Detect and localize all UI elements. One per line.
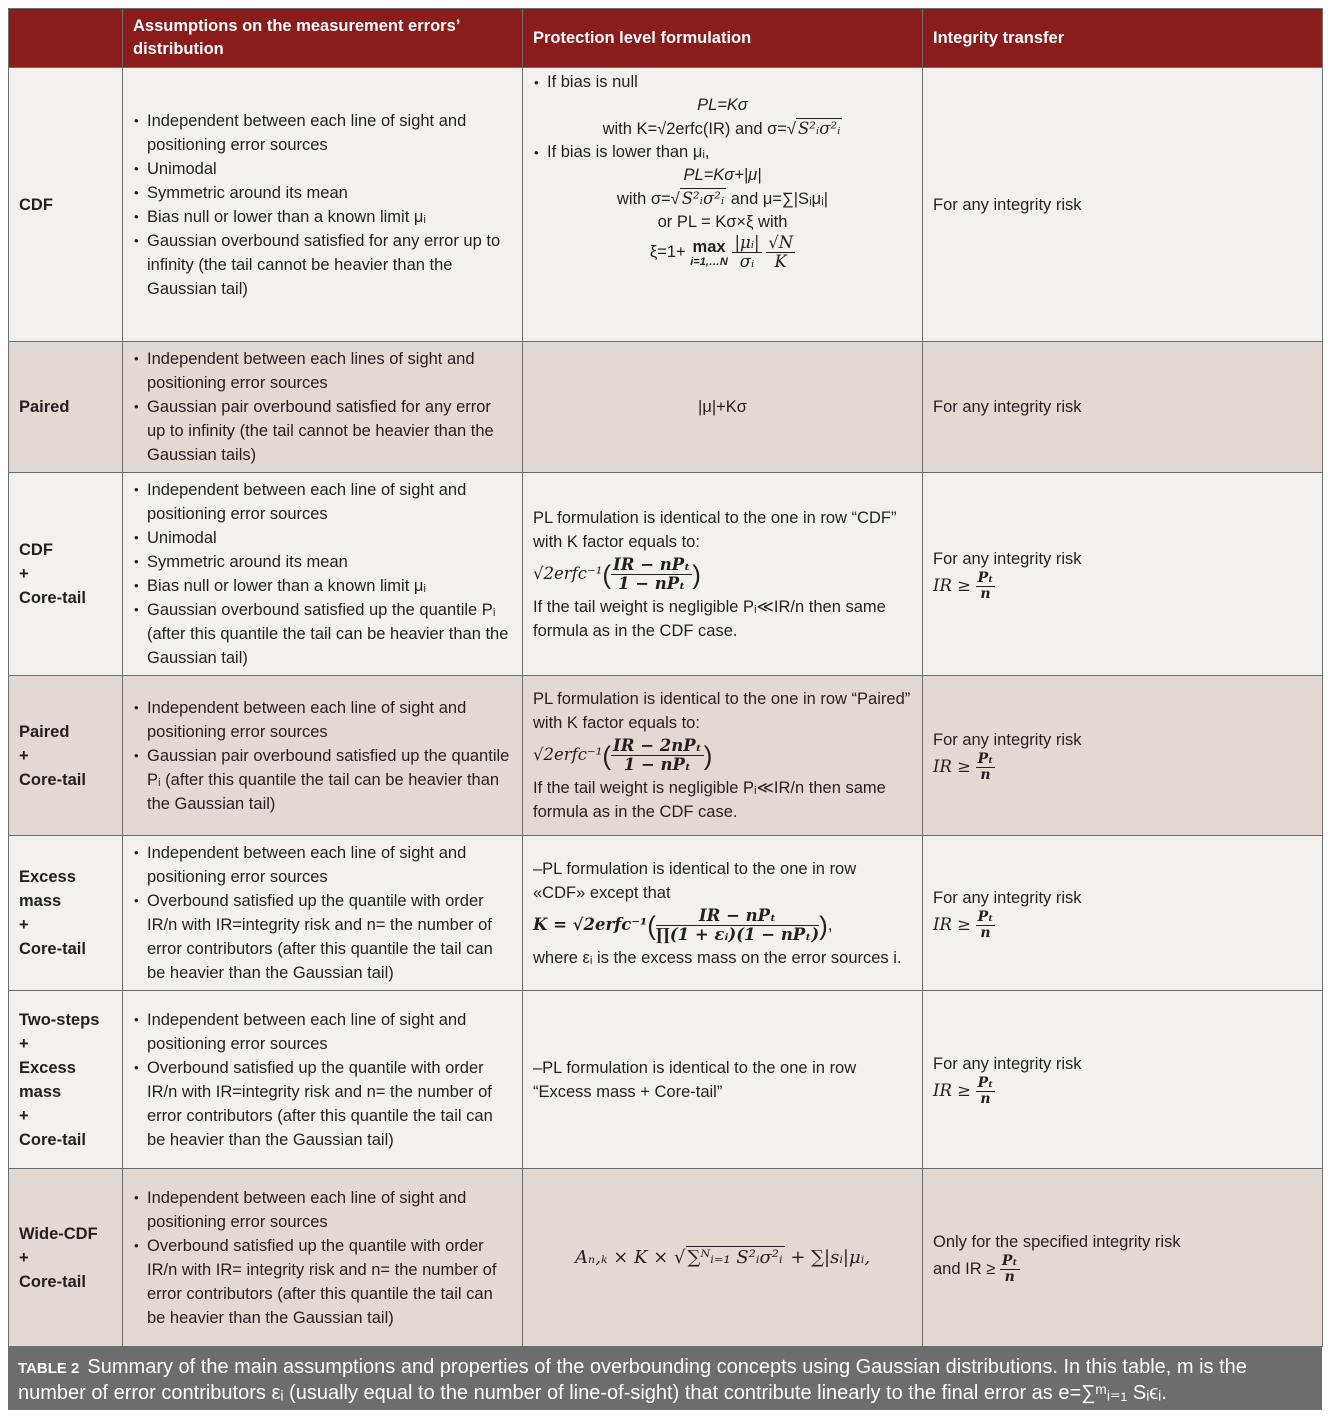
- list-item: • Unimodal: [147, 157, 512, 181]
- formula: with K=√2erfc(IR) and σ=√ S²ᵢσ²ᵢ: [602, 119, 841, 138]
- integrity-transfer-cell: For any integrity risk IR ≥ $\frac{\text{Pₜ}}{n}$: [923, 473, 1323, 676]
- integrity-transfer-cell: For any integrity risk IR ≥ $\frac{\text{Pₜ}}{n}$: [923, 991, 1323, 1169]
- assumptions-cell: [123, 342, 523, 473]
- protection-level-cell: PL formulation is identical to the one in row “CDF” with K factor equals to: √2erfc⁻¹( $\frac{\text{IR − nPₜ}}{\text{1 − nPₜ}}$ ) If the tail weight is negligible Pᵢ≪IR/n then same formula as in the CDF case.: [523, 473, 923, 676]
- formula: IR ≥ $\frac{\text{Pₜ}}{n}$: [933, 751, 994, 783]
- list-item: • Gaussian pair overbound satisfied for any error up to infinity (the tail cannot be heavier than the Gaussian tails): [147, 395, 512, 467]
- formula: |μ|+Kσ: [698, 398, 747, 416]
- formula: PL=Kσ+|μ|: [683, 166, 762, 184]
- integrity-transfer-cell: Only for the specified integrity risk and IR ≥ $\frac{\text{Pₜ}}{n}$: [923, 1169, 1323, 1347]
- list-item: • Gaussian pair overbound satisfied up the quantile Pᵢ (after this quantile the tail can be heavier than the Gaussian tail): [147, 744, 512, 816]
- table-row: [9, 68, 1323, 342]
- list-item: • If bias is null: [547, 71, 912, 94]
- assumptions-cell: [123, 836, 523, 991]
- table-row: [9, 836, 1323, 991]
- integrity-transfer-cell: For any integrity risk: [923, 68, 1323, 342]
- assumptions-cell: [123, 676, 523, 836]
- list-item: • Independent between each lines of sight and positioning error sources: [147, 347, 512, 395]
- integrity-transfer-cell: For any integrity risk IR ≥ $\frac{\text{Pₜ}}{n}$: [923, 676, 1323, 836]
- list-item: • Bias null or lower than a known limit μᵢ: [147, 205, 512, 229]
- protection-level-cell: [523, 1169, 923, 1347]
- integrity-transfer-cell: For any integrity risk: [923, 342, 1323, 473]
- assumptions-cell: [123, 991, 523, 1169]
- list-item: • Overbound satisfied up the quantile with order IR/n with IR=integrity risk and n= the number of error contributors (after this quantile the tail can be heavier than the Gaussian tail): [147, 1056, 512, 1152]
- formula: and IR ≥ $\frac{\text{Pₜ}}{n}$: [933, 1253, 1018, 1285]
- formula: with σ=√ S²ᵢσ²ᵢ and μ=∑|Sᵢμᵢ|: [616, 189, 829, 208]
- formula: K = √2erfc⁻¹( $\frac{\text{IR − nPₜ}}{\text{∏(1 + εᵢ)(1 − nPₜ)}}$ ),: [533, 905, 833, 944]
- caption-text: Summary of the main assumptions and properties of the overbounding concepts using Gaussian distributions. In this table, m is the number of error contributors εᵢ (usually equal to the number of line-of-sight) that contribute linearly to the final error as e=∑ᵐᵢ₌₁ Sᵢϵᵢ.: [18, 1356, 1247, 1404]
- formula: IR ≥ $\frac{\text{Pₜ}}{n}$: [933, 1075, 994, 1107]
- assumptions-list: [133, 109, 512, 301]
- row-label: Paired: [9, 342, 123, 473]
- protection-level-cell: [523, 68, 923, 342]
- assumptions-cell: [123, 473, 523, 676]
- protection-level-cell: –PL formulation is identical to the one in row «CDF» except that K = √2erfc⁻¹( $\frac{\text{IR − nPₜ}}{\text{∏(1 + εᵢ)(1 − nPₜ)}}$ ), where εᵢ is the excess mass on the error sources i.: [523, 836, 923, 991]
- list-item: • Independent between each line of sight and positioning error sources: [147, 1186, 512, 1234]
- summary-table: [8, 8, 1323, 1347]
- list-item: • Independent between each line of sight and positioning error sources: [147, 478, 512, 526]
- list-item: • Symmetric around its mean: [147, 550, 512, 574]
- list-item: • Unimodal: [147, 526, 512, 550]
- table-row: [9, 473, 1323, 676]
- protection-level-cell: –PL formulation is identical to the one in row “Excess mass + Core-tail”: [523, 991, 923, 1169]
- list-item: • Overbound satisfied up the quantile with order IR/n with IR= integrity risk and n= the number of error contributors (after this quantile the tail can be heavier than the Gaussian tail): [147, 1234, 512, 1330]
- list-item: • Independent between each line of sight and positioning error sources: [147, 841, 512, 889]
- header-protection-level: Protection level formulation: [523, 9, 923, 68]
- list-item: • Independent between each line of sight and positioning error sources: [147, 1008, 512, 1056]
- header-row: [9, 9, 1323, 68]
- table-row: [9, 991, 1323, 1169]
- formula: IR ≥ $\frac{\text{Pₜ}}{n}$: [933, 908, 994, 941]
- formula: √2erfc⁻¹( $\frac{\text{IR − 2nPₜ}}{\text{1 − nPₜ}}$ ): [533, 736, 713, 774]
- row-label: Excess mass + Core-tail: [9, 836, 123, 991]
- formula: ξ=1+ max i=1,…N $\frac{\text{|μᵢ|}}{\text{σᵢ}}$ $\frac{√N}{K}$: [649, 233, 794, 271]
- table-figure: [8, 8, 1322, 1410]
- assumptions-cell: [123, 68, 523, 342]
- integrity-transfer-cell: For any integrity risk IR ≥ $\frac{\text{Pₜ}}{n}$: [923, 836, 1323, 991]
- list-item: • If bias is lower than μᵢ,: [547, 141, 912, 164]
- row-label: Paired + Core-tail: [9, 676, 123, 836]
- list-item: • Overbound satisfied up the quantile with order IR/n with IR=integrity risk and n= the number of error contributors (after this quantile the tail can be heavier than the Gaussian tail): [147, 889, 512, 985]
- list-item: • Independent between each line of sight and positioning error sources: [147, 696, 512, 744]
- formula: Aₙ,ₖ × K × √ ∑ᴺᵢ₌₁ S²ᵢσ²ᵢ + ∑|sᵢ|μᵢ,: [574, 1246, 871, 1268]
- list-item: • Symmetric around its mean: [147, 181, 512, 205]
- table-caption: [8, 1347, 1322, 1410]
- row-label: CDF + Core-tail: [9, 473, 123, 676]
- formula: IR ≥ $\frac{\text{Pₜ}}{n}$: [933, 569, 994, 602]
- row-label: Two-steps + Excess mass + Core-tail: [9, 991, 123, 1169]
- header-assumptions: Assumptions on the measurement errors’ distribution: [123, 9, 523, 68]
- header-integrity-transfer: Integrity transfer: [923, 9, 1323, 68]
- list-item: • Independent between each line of sight and positioning error sources: [147, 109, 512, 157]
- protection-level-cell: PL formulation is identical to the one in row “Paired” with K factor equals to: √2erfc⁻¹( $\frac{\text{IR − 2nPₜ}}{\text{1 − nPₜ}}$ ) If the tail weight is negligible Pᵢ≪IR/n then same formula as in the CDF case.: [523, 676, 923, 836]
- protection-level-cell: [523, 342, 923, 473]
- row-label: Wide-CDF + Core-tail: [9, 1169, 123, 1347]
- header-empty: [9, 9, 123, 68]
- assumptions-cell: [123, 1169, 523, 1347]
- formula: √2erfc⁻¹( $\frac{\text{IR − nPₜ}}{\text{1 − nPₜ}}$ ): [533, 554, 701, 593]
- row-label: CDF: [9, 68, 123, 342]
- formula: or PL = Kσ×ξ with: [657, 213, 788, 231]
- table-row: [9, 1169, 1323, 1347]
- table-row: [9, 676, 1323, 836]
- list-item: • Bias null or lower than a known limit μᵢ: [147, 574, 512, 598]
- caption-label: TABLE 2: [18, 1360, 80, 1377]
- list-item: • Gaussian overbound satisfied up the quantile Pᵢ (after this quantile the tail can be heavier than the Gaussian tail): [147, 598, 512, 670]
- formula: PL=Kσ: [697, 96, 748, 114]
- table-row: [9, 342, 1323, 473]
- list-item: • Gaussian overbound satisfied for any error up to infinity (the tail cannot be heavier than the Gaussian tail): [147, 229, 512, 301]
